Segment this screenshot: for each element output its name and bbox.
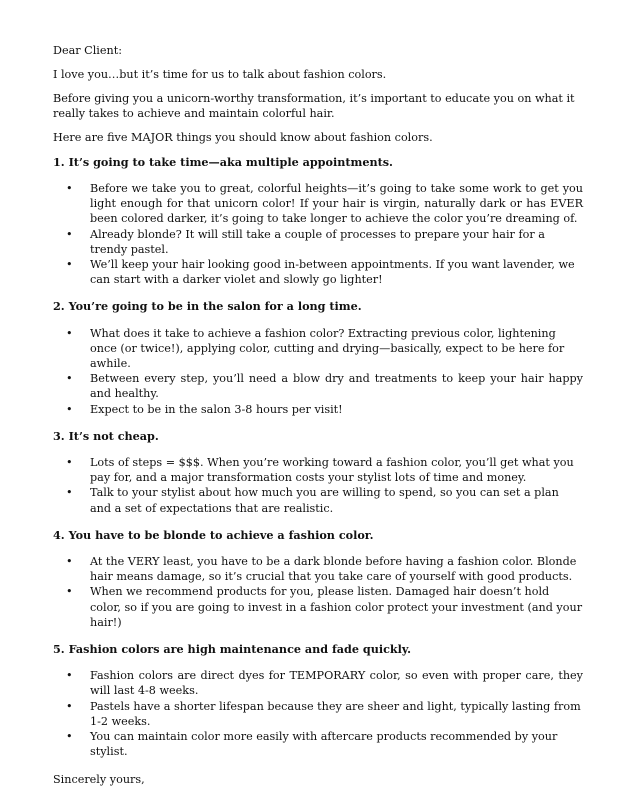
list-item: • We’ll keep your hair looking good in-between appointments. If you want lavender, we can start with a darker violet and slowly go lighter! bbox=[66, 258, 575, 287]
section-4-heading: 4. You have to be blonde to achieve a fashion color. bbox=[53, 527, 374, 542]
list-item: • You can maintain color more easily with aftercare products recommended by your stylist. bbox=[66, 730, 558, 759]
list-item: • Lots of steps = $$$. When you’re working toward a fashion color, you’ll get what you pay for, and a major transformation costs your stylist lots of time and money. bbox=[66, 456, 574, 485]
section-1-heading: 1. It’s going to take time—aka multiple appointments. bbox=[53, 154, 393, 169]
list-item: • Pastels have a shorter lifespan because they are sheer and light, typically lasting from 1-2 weeks. bbox=[66, 699, 581, 728]
intro-paragraph-3: Here are five MAJOR things you should know about fashion colors. bbox=[53, 130, 433, 144]
intro-paragraph-2: Before giving you a unicorn-worthy transformation, it’s important to educate you on what it really takes to achieve and maintain colorful hair. bbox=[53, 91, 575, 120]
list-item: • Already blonde? It will still take a couple of processes to prepare your hair for a trendy pastel. bbox=[66, 227, 545, 256]
list-item: • Expect to be in the salon 3-8 hours per visit! bbox=[66, 402, 343, 416]
bullet-icon: • bbox=[66, 227, 73, 241]
greeting: Dear Client: bbox=[53, 44, 122, 57]
bullet-icon: • bbox=[66, 402, 73, 416]
bullet-icon: • bbox=[66, 326, 73, 340]
section-3-list bbox=[53, 455, 583, 516]
bullet-icon: • bbox=[66, 585, 73, 599]
section-4-list bbox=[53, 554, 583, 630]
list-item: • What does it take to achieve a fashion color? Extracting previous color, lightening once (or twice!), applying color, cutting and drying—basically, expect to be here for awhile. bbox=[66, 326, 565, 371]
section-1-list bbox=[53, 181, 583, 287]
bullet-icon: • bbox=[66, 730, 73, 744]
list-item: • Fashion colors are direct dyes for TEMPORARY color, so even with proper care, they will last 4-8 weeks. bbox=[66, 669, 583, 698]
section-3-heading: 3. It’s not cheap. bbox=[53, 428, 159, 443]
letter-page bbox=[53, 43, 583, 795]
bullet-icon: • bbox=[66, 669, 73, 683]
list-item: • Talk to your stylist about how much you are willing to spend, so you can set a plan and a set of expectations that are realistic. bbox=[66, 486, 559, 515]
list-item: • When we recommend products for you, please listen. Damaged hair doesn’t hold color, so if you are going to invest in a fashion color protect your investment (and your hair!) bbox=[66, 585, 583, 629]
closing-line: Sincerely yours, bbox=[53, 772, 145, 786]
bullet-icon: • bbox=[66, 456, 73, 470]
list-item: • Between every step, you’ll need a blow dry and treatments to keep your hair happy and healthy. bbox=[66, 372, 583, 401]
section-2-heading: 2. You’re going to be in the salon for a long time. bbox=[53, 299, 362, 314]
list-item: • At the VERY least, you have to be a dark blonde before having a fashion color. Blonde hair means damage, so it’s crucial that you take care of yourself with good products. bbox=[66, 555, 577, 584]
bullet-icon: • bbox=[66, 699, 73, 713]
bullet-icon: • bbox=[66, 486, 73, 500]
intro-paragraph-1: I love you…but it’s time for us to talk about fashion colors. bbox=[53, 67, 387, 81]
bullet-icon: • bbox=[66, 555, 73, 569]
list-item: • Before we take you to great, colorful heights—it’s going to take some work to get you light enough for that unicorn color! If your hair is virgin, naturally dark or has EVER been colored darker, it’s going to take longer to achieve the color you’re dreaming of. bbox=[66, 182, 583, 226]
bullet-icon: • bbox=[66, 258, 73, 272]
bullet-icon: • bbox=[66, 372, 73, 386]
section-2-list bbox=[53, 326, 583, 417]
bullet-icon: • bbox=[66, 182, 73, 195]
section-5-list bbox=[53, 668, 583, 759]
section-5-heading: 5. Fashion colors are high maintenance and fade quickly. bbox=[53, 642, 412, 657]
